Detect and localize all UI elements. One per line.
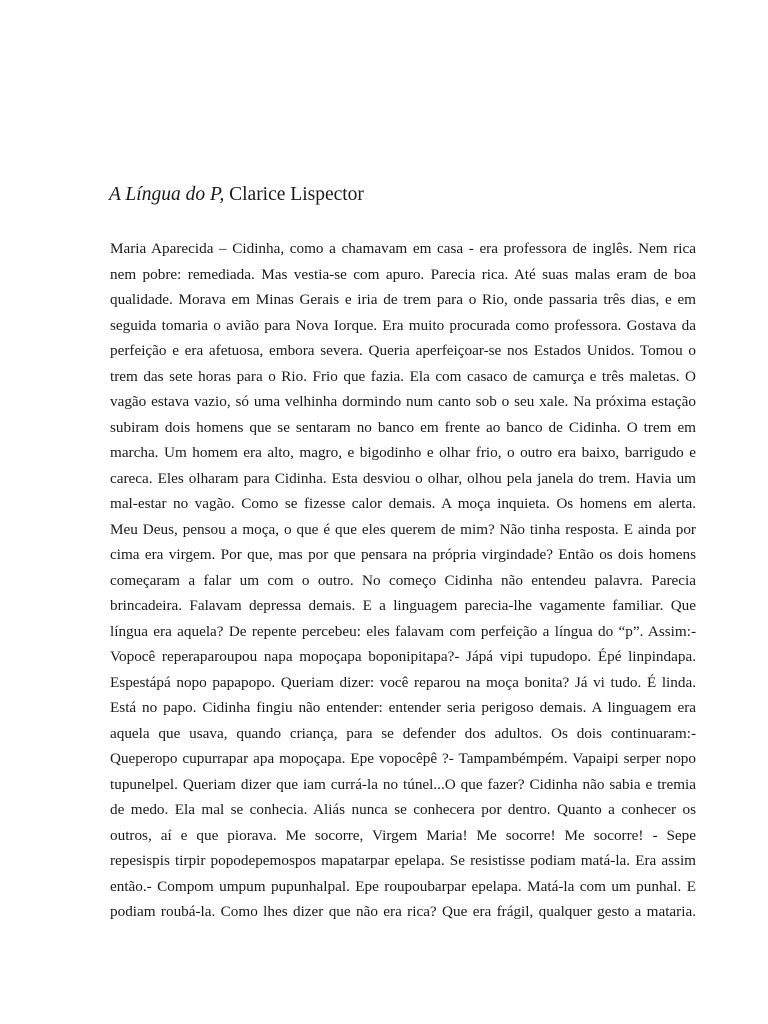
- text-line: Vopocê reperaparoupou napa mopoçapa boponipitapa?- Jápá vipi tupudopo. Épé linpindapa.: [110, 648, 696, 665]
- text-line: então.- Compom umpum pupunhalpal. Epe roupoubarpar epelapa. Matá-la com um punhal. E: [110, 877, 696, 895]
- text-line: de medo. Ela mal se conhecia. Aliás nunca se conhecera por dentro. Quanto a conhecer os: [110, 801, 696, 818]
- text-line: Maria Aparecida – Cidinha, como a chamavam em casa - era professora de inglês. Nem rica: [110, 240, 696, 257]
- text-line: cima era virgem. Por que, mas por que pensara na própria virgindade? Então os dois homens: [110, 546, 696, 563]
- text-line: Meu Deus, pensou a moça, o que é que eles querem de mim? Não tinha resposta. E ainda por: [110, 520, 696, 538]
- title-work: A Língua do P,: [109, 184, 225, 205]
- text-line: vagão estava vazio, só uma velhinha dormindo num canto sob o seu xale. Na próxima estação: [110, 393, 696, 410]
- text-line: podiam roubá-la. Como lhes dizer que não era rica? Que era frágil, qualquer gesto a mataria.: [110, 903, 696, 920]
- text-line: careca. Eles olharam para Cidinha. Esta desviou o olhar, olhou pela janela do trem. Havia um: [110, 469, 696, 487]
- text-line: qualidade. Morava em Minas Gerais e iria de trem para o Rio, onde passaria três dias, e em: [110, 291, 696, 308]
- text-line: língua era aquela? De repente percebeu: eles falavam com perfeição a língua do “p”. Assim:-: [110, 622, 696, 640]
- text-line: Queperopo cupurrapar apa mopoçapa. Epe vopocêpê ?- Tampambémpém. Vapaipi serper nopo: [110, 750, 696, 767]
- text-line: trem das sete horas para o Rio. Frio que fazia. Ela com casaco de camurça e três maletas. O: [110, 367, 696, 385]
- text-line: Está no papo. Cidinha fingiu não entender: entender seria perigoso demais. A linguagem era: [110, 699, 696, 716]
- text-line: brincadeira. Falavam depressa demais. E a linguagem parecia-lhe vagamente familiar. Que: [110, 597, 696, 614]
- text-line: marcha. Um homem era alto, magro, e bigodinho e olhar frio, o outro era baixo, barrigudo e: [110, 444, 696, 461]
- text-line: repesispis tirpir popodepemospos mapatarpar epelapa. Se resistisse podiam matá-la. Era assim: [110, 852, 696, 869]
- text-line: começaram a falar um com o outro. No começo Cidinha não entendeu palavra. Parecia: [110, 571, 696, 589]
- text-line: nem pobre: remediada. Mas vestia-se com apuro. Parecia rica. Até suas malas eram de boa: [110, 265, 696, 283]
- document-title: [109, 181, 364, 209]
- title-author: Clarice Lispector: [224, 184, 364, 205]
- text-line: seguida tomaria o avião para Nova Iorque. Era muito procurada como professora. Gostava da: [110, 316, 696, 334]
- text-line: Espestápá nopo papapopo. Queriam dizer: você reparou na moça bonita? Já vi tudo. É linda.: [110, 673, 696, 691]
- text-line: tupunelpel. Queriam dizer que iam currá-la no túnel...O que fazer? Cidinha não sabia e tremia: [110, 775, 696, 793]
- text-line: perfeição e era afetuosa, embora severa. Queria aperfeiçoar-se nos Estados Unidos. Tomou o: [110, 342, 696, 359]
- body-paragraph: [110, 236, 696, 925]
- text-line: outros, aí e que piorava. Me socorre, Virgem Maria! Me socorre! Me socorre! - Sepe: [110, 826, 696, 844]
- text-line: subiram dois homens que se sentaram no banco em frente ao banco de Cidinha. O trem em: [110, 418, 696, 436]
- text-line: mal-estar no vagão. Como se fizesse calor demais. A moça inquieta. Os homens em alerta.: [110, 495, 696, 512]
- text-line: aquela que usava, quando criança, para se defender dos adultos. Os dois continuaram:-: [110, 724, 696, 742]
